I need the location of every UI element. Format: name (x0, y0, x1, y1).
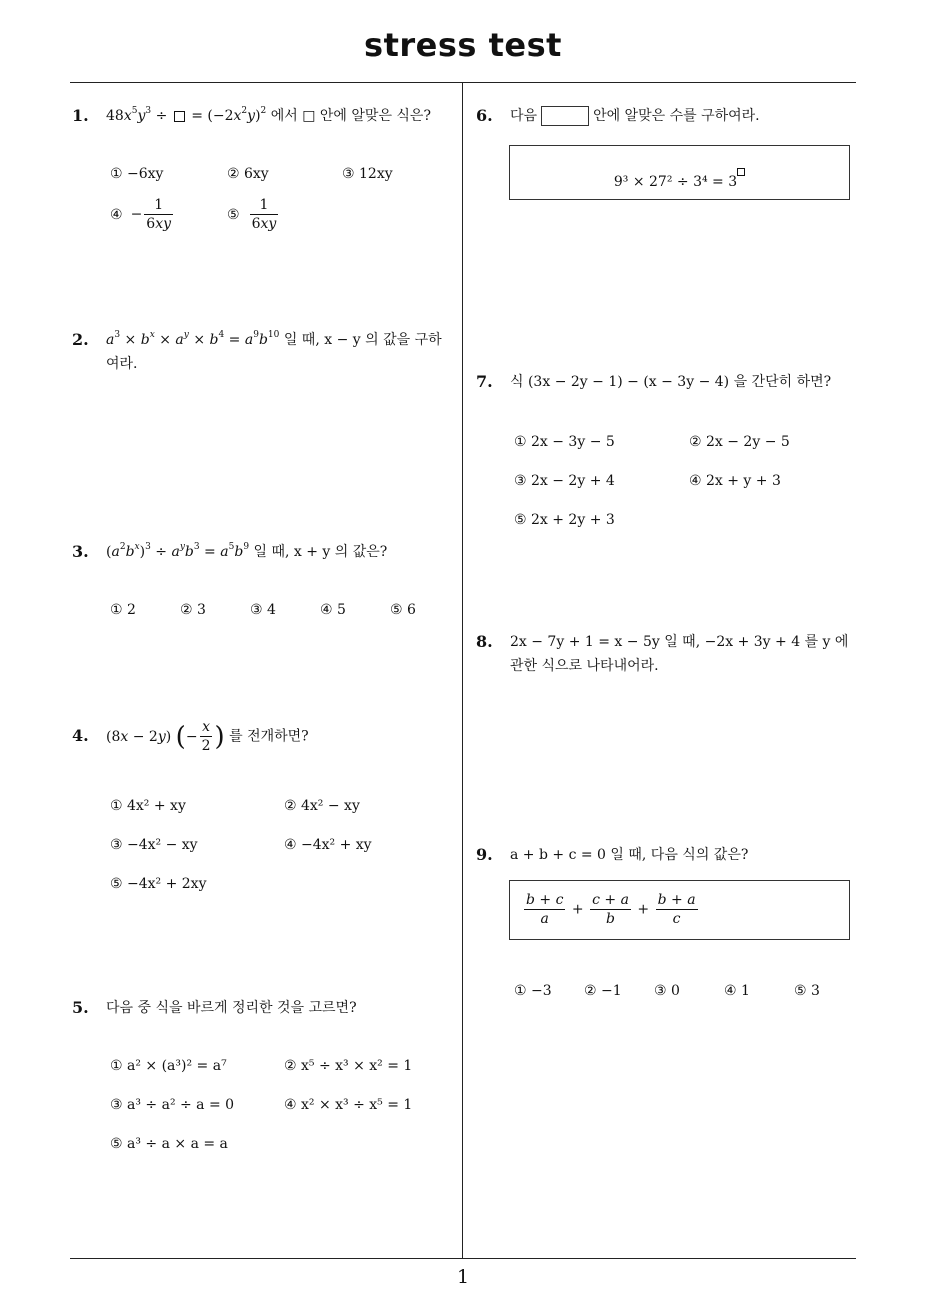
option-5[interactable]: ⑤ 2x + 2y + 3 (514, 512, 615, 528)
question-text: 다음 중 식을 바르게 정리한 것을 고르면? (106, 1000, 357, 1016)
question-number: 8. (476, 632, 493, 651)
question-text: 식 (3x − 2y − 1) − (x − 3y − 4) 을 간단히 하면? (510, 374, 832, 390)
option-5[interactable]: ⑤ 6 (390, 602, 416, 618)
top-rule (70, 82, 856, 83)
question-text: a + b + c = 0 일 때, 다음 식의 값은? (510, 847, 749, 863)
option-4[interactable]: ④ 2x + y + 3 (689, 473, 781, 489)
expression-box (509, 880, 850, 940)
answer-blank[interactable] (541, 106, 589, 126)
option-4[interactable]: ④ 1 (724, 983, 750, 999)
option-1[interactable]: ① a² × (a³)² = a⁷ (110, 1058, 227, 1074)
option-1[interactable]: ① 2x − 3y − 5 (514, 434, 615, 450)
option-4[interactable]: ④ −4x² + xy (284, 837, 372, 853)
option-3[interactable]: ③ −4x² − xy (110, 837, 198, 853)
option-2[interactable]: ② −1 (584, 983, 622, 999)
question-text: $(a^2b^x)^3 \div a^yb^3 = a^5b^9$ 일 때, x + y 의 값은? (106, 542, 388, 560)
question-text: 다음 안에 알맞은 수를 구하여라. (510, 108, 760, 124)
question-text: 2x − 7y + 1 = x − 5y 일 때, −2x + 3y + 4 를 y 에 관한 식으로 나타내어라. (510, 634, 849, 674)
question-5 (72, 996, 457, 1156)
question-text: $48x^5y^3$ ÷ = $(-2x^2y)^2$ 에서 □ 안에 알맞은 식은? (106, 106, 431, 124)
option-1[interactable]: ① 4x² + xy (110, 798, 186, 814)
option-1[interactable]: ① 2 (110, 602, 136, 618)
option-5[interactable]: ⑤ a³ ÷ a × a = a (110, 1136, 228, 1152)
option-3[interactable]: ③ 4 (250, 602, 276, 618)
expression: $\frac{b + c}{a}$ + $\frac{c + a}{b}$ + $\frac{b + a}{c}$ (526, 892, 696, 927)
expression-box (509, 145, 850, 200)
question-text: $a^3 \times b^x \times a^y \times b^4 = a^9b^{10}$ 일 때, x − y 의 값을 구하 여라. (106, 330, 442, 372)
option-3[interactable]: ③ 12xy (342, 166, 393, 182)
option-4[interactable]: ④ x² × x³ ÷ x⁵ = 1 (284, 1097, 413, 1113)
question-number: 6. (476, 106, 493, 125)
question-number: 2. (72, 330, 89, 349)
expression: 9³ × 27² ÷ 3⁴ = 3 (510, 168, 849, 190)
question-3 (72, 540, 457, 630)
option-2[interactable]: ② 3 (180, 602, 206, 618)
option-2[interactable]: ② 2x − 2y − 5 (689, 434, 790, 450)
option-2[interactable]: ② 6xy (227, 166, 269, 182)
option-4[interactable]: ④ − $\frac{1}{6xy}$ (110, 197, 172, 232)
option-5[interactable]: ⑤ $\frac{1}{6xy}$ (227, 197, 277, 232)
option-5[interactable]: ⑤ −4x² + 2xy (110, 876, 207, 892)
option-2[interactable]: ② 4x² − xy (284, 798, 360, 814)
question-2 (72, 328, 457, 388)
option-2[interactable]: ② x⁵ ÷ x³ × x² = 1 (284, 1058, 413, 1074)
question-number: 9. (476, 845, 493, 864)
question-1 (72, 104, 457, 244)
question-8 (476, 630, 860, 690)
question-4 (72, 719, 457, 904)
option-5[interactable]: ⑤ 3 (794, 983, 820, 999)
question-number: 4. (72, 726, 89, 745)
option-4[interactable]: ④ 5 (320, 602, 346, 618)
page-title: stress test (364, 26, 562, 64)
page-number: 1 (456, 1266, 470, 1288)
option-3[interactable]: ③ a³ ÷ a² ÷ a = 0 (110, 1097, 235, 1113)
question-number: 1. (72, 106, 89, 125)
question-number: 7. (476, 372, 493, 391)
bottom-rule (70, 1258, 856, 1259)
option-1[interactable]: ① −3 (514, 983, 552, 999)
option-3[interactable]: ③ 0 (654, 983, 680, 999)
option-3[interactable]: ③ 2x − 2y + 4 (514, 473, 615, 489)
question-text: (8x − 2y) (− $\frac{x}{2}$ ) 를 전개하면? (106, 719, 309, 754)
question-number: 3. (72, 542, 89, 561)
question-number: 5. (72, 998, 89, 1017)
question-7 (476, 370, 856, 530)
option-1[interactable]: ① −6xy (110, 166, 164, 182)
column-divider (462, 83, 463, 1259)
